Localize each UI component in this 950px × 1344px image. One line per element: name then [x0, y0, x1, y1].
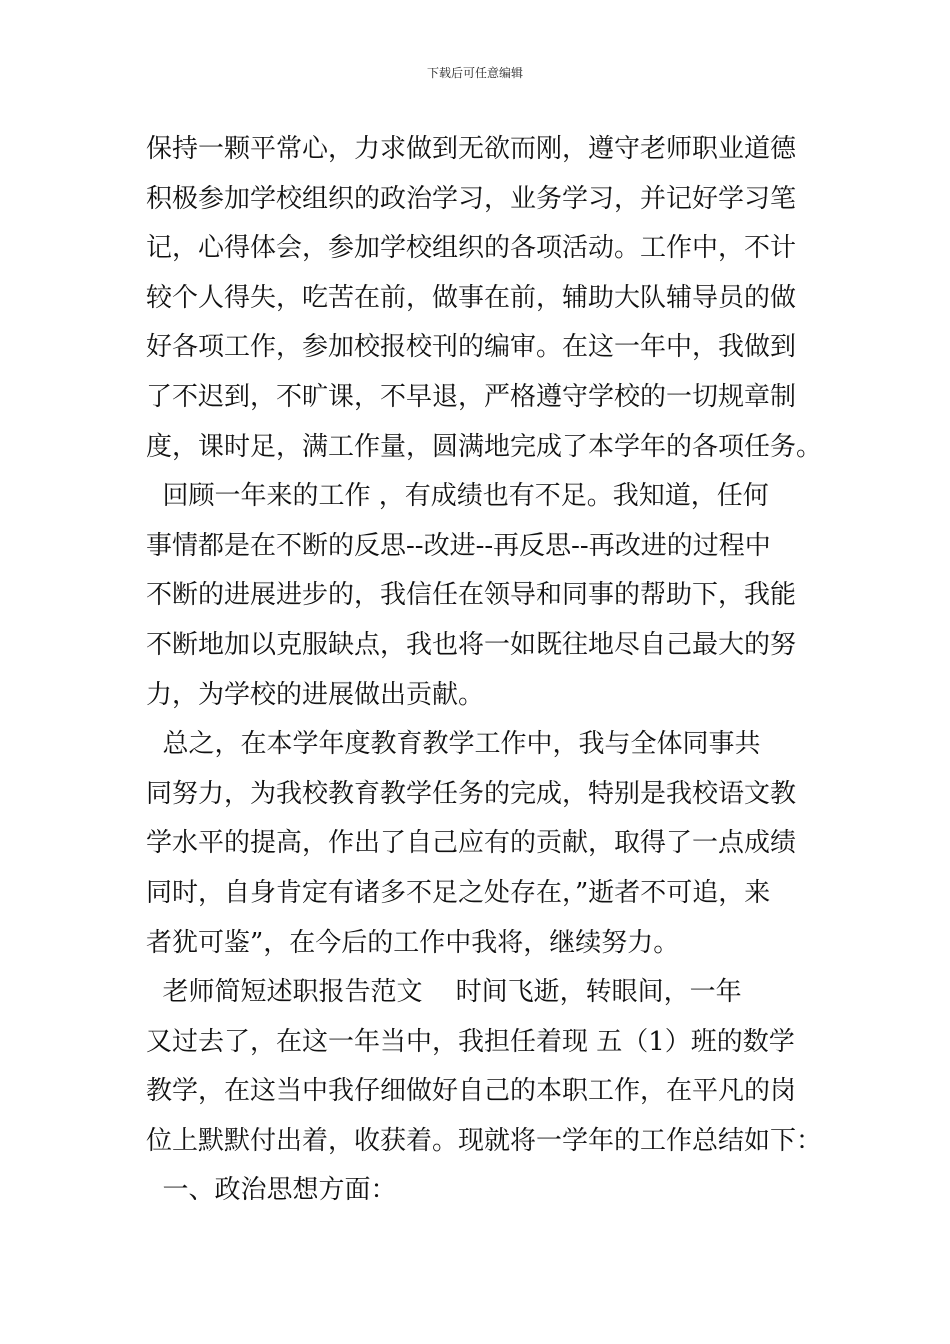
text-line: 度，课时足，满工作量，圆满地完成了本学年的各项任务。	[146, 431, 823, 462]
text-line: 好各项工作，参加校报校刊的编审。在这一年中，我做到	[146, 332, 797, 363]
text-line: 教学，在这当中我仔细做好自己的本职工作，在平凡的岗	[146, 1076, 797, 1107]
text-line: 了不迟到，不旷课，不早退，严格遵守学校的一切规章制	[146, 381, 797, 412]
text-line: 老师简短述职报告范文 时间飞逝，转眼间，一年	[146, 977, 742, 1008]
text-line: 总之，在本学年度教育教学工作中，我与全体同事共	[146, 729, 761, 760]
text-line: 回顾一年来的工作 ，有成绩也有不足。我知道，任何	[146, 481, 769, 512]
text-line: 位上默默付出着，收获着。现就将一学年的工作总结如下：	[146, 1125, 823, 1156]
text-line: 较个人得失，吃苦在前，做事在前，辅助大队辅导员的做	[146, 282, 797, 313]
text-line: 不断的进展进步的，我信任在领导和同事的帮助下，我能	[146, 580, 797, 611]
text-line: 记，心得体会，参加学校组织的各项活动。工作中，不计	[146, 233, 797, 264]
text-line: 又过去了，在这一年当中，我担任着现 五（1）班的数学	[146, 1026, 795, 1057]
text-line: 保持一颗平常心，力求做到无欲而刚，遵守老师职业道德	[146, 134, 797, 164]
text-line: 不断地加以克服缺点，我也将一如既往地尽自己最大的努	[146, 629, 797, 660]
document-body	[146, 125, 826, 1216]
text-line: 同时，自身肯定有诸多不足之处存在，”逝者不可追，来	[146, 877, 771, 908]
text-line: 同努力，为我校教育教学任务的完成，特别是我校语文教	[146, 778, 797, 809]
text-line: 一、政治思想方面：	[146, 1175, 397, 1206]
page-header: 下载后可任意编辑	[426, 66, 523, 80]
text-line: 力，为学校的进展做出贡献。	[146, 679, 485, 710]
text-line: 积极参加学校组织的政治学习，业务学习，并记好学习笔	[146, 183, 797, 214]
text-line: 事情都是在不断的反思--改进--再反思--再改进的过程中	[146, 530, 771, 561]
text-line: 学水平的提高，作出了自己应有的贡献，取得了一点成绩	[146, 828, 797, 859]
text-line: 者犹可鉴”，在今后的工作中我将，继续努力。	[146, 927, 680, 958]
